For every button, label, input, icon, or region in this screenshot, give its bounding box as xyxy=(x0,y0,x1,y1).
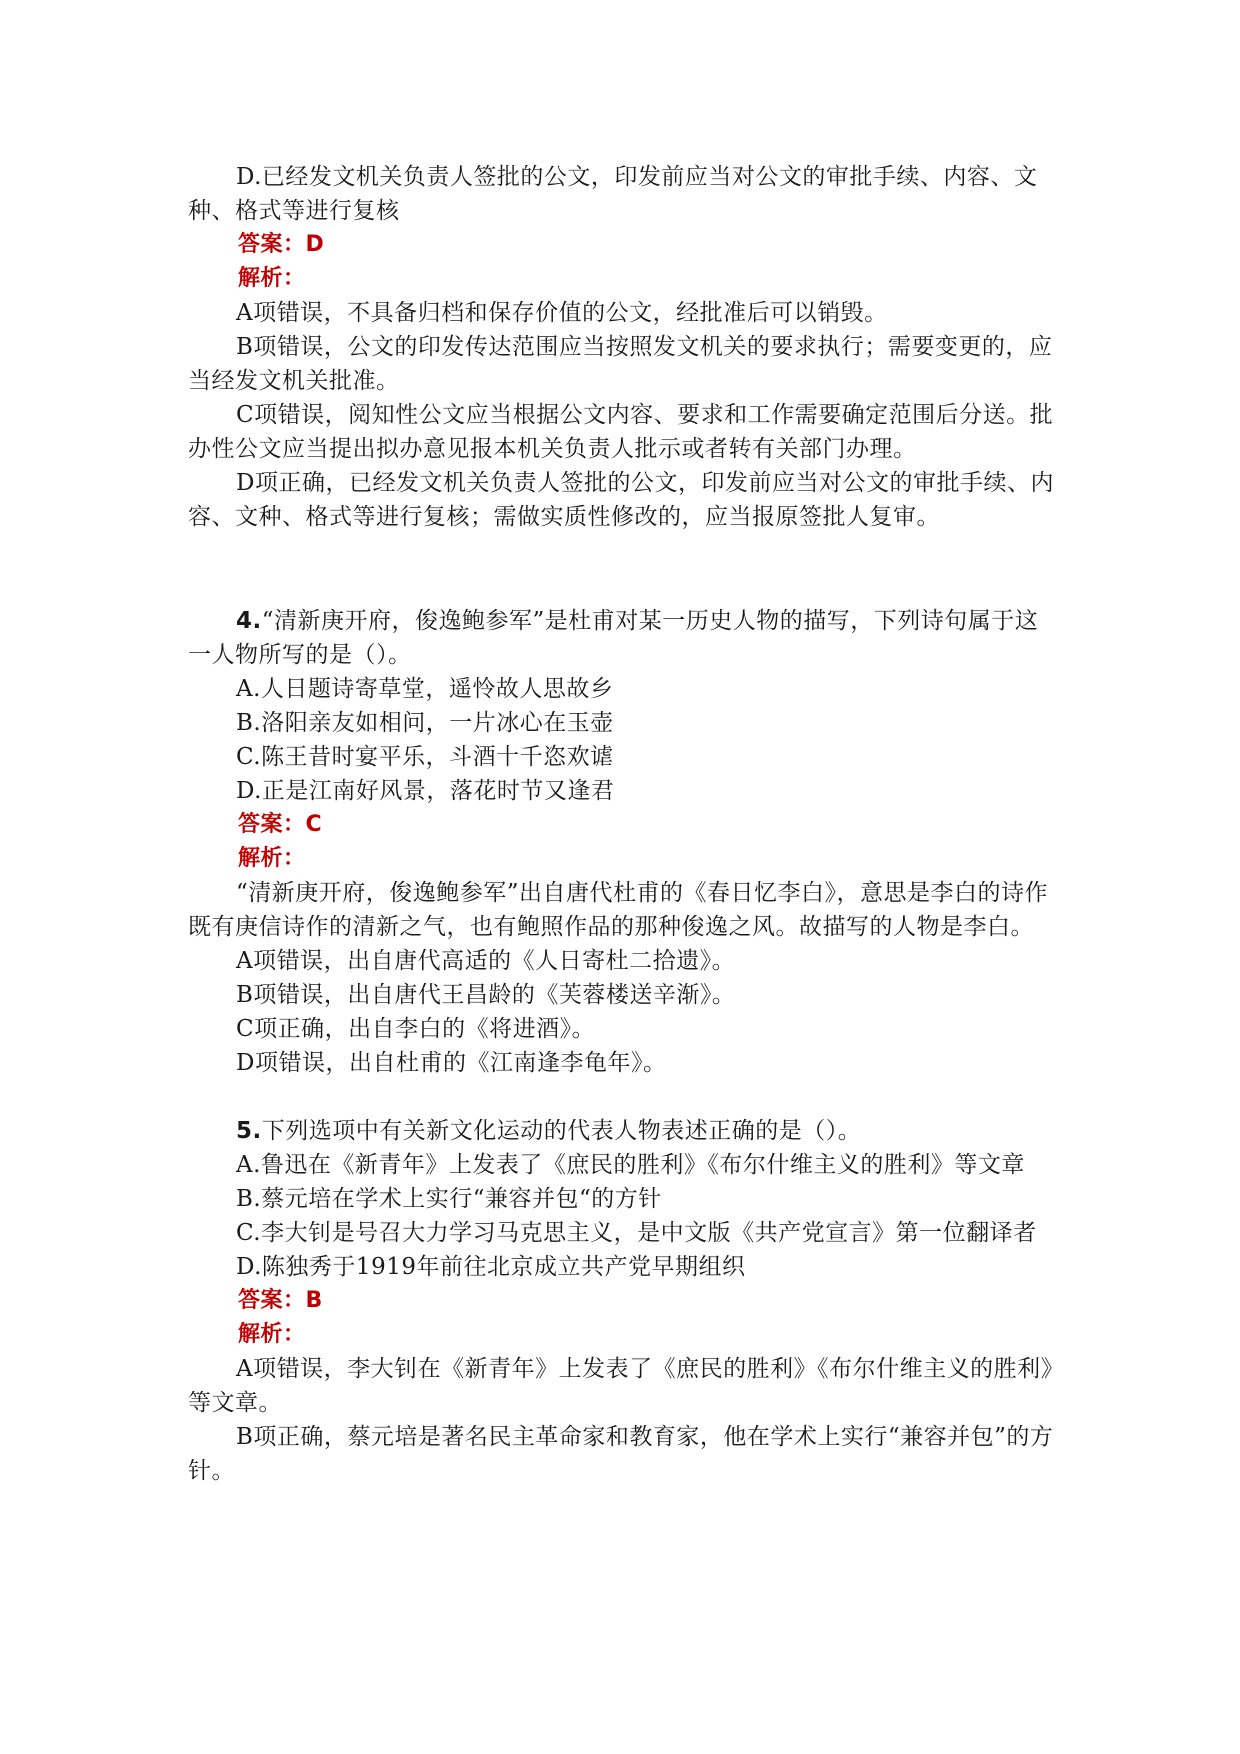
question-5 xyxy=(188,1114,1056,1488)
question-text: 下列选项中有关新文化运动的代表人物表述正确的是（）。 xyxy=(261,1118,862,1144)
answer-label: 答案：C xyxy=(238,812,323,837)
answer-label: 答案：B xyxy=(238,1288,323,1313)
analysis-line: D项正确，已经发文机关负责人签批的公文，印发前应当对公文的审批手续、内容、文种、格式等进行复核；需做实质性修改的，应当报原签批人复审。 xyxy=(188,470,1054,530)
analysis-line: A项错误，出自唐代高适的《人日寄杜二拾遗》。 xyxy=(236,948,736,974)
question-text: “清新庚开府，俊逸鲍参军”是杜甫对某一历史人物的描写，下列诗句属于这一人物所写的是（）。 xyxy=(188,608,1039,668)
option-a: A.人日题诗寄草堂，遥怜故人思故乡 xyxy=(236,676,614,702)
question-stem xyxy=(188,1114,1056,1148)
option-d: D.已经发文机关负责人签批的公文，印发前应当对公文的审批手续、内容、文种、格式等进行复核 xyxy=(188,164,1038,224)
question-number: 5. xyxy=(236,1118,262,1144)
question-stem xyxy=(188,604,1056,672)
analysis-line: A项错误，李大钊在《新青年》上发表了《庶民的胜利》《布尔什维主义的胜利》等文章。 xyxy=(188,1356,1053,1416)
option-b: B.蔡元培在学术上实行“兼容并包“的方针 xyxy=(236,1186,662,1212)
analysis-line: “清新庚开府，俊逸鲍参军”出自唐代杜甫的《春日忆李白》，意思是李白的诗作既有庚信诗作的清新之气，也有鲍照作品的那种俊逸之风。故描写的人物是李白。 xyxy=(188,880,1049,940)
analysis-line: B项正确，蔡元培是著名民主革命家和教育家，他在学术上实行“兼容并包”的方针。 xyxy=(188,1424,1054,1484)
question-number: 4. xyxy=(236,608,262,634)
analysis-label: 解析： xyxy=(238,266,306,291)
option-d: D.陈独秀于1919年前往北京成立共产党早期组织 xyxy=(236,1254,746,1280)
option-c: C.陈王昔时宴平乐，斗酒十千恣欢谑 xyxy=(236,744,614,770)
option-b: B.洛阳亲友如相问，一片冰心在玉壶 xyxy=(236,710,614,736)
analysis-line: D项错误，出自杜甫的《江南逢李龟年》。 xyxy=(236,1050,667,1076)
analysis-line: B项错误，公文的印发传达范围应当按照发文机关的要求执行；需要变更的，应当经发文机关批准。 xyxy=(188,334,1053,394)
question-4 xyxy=(188,604,1056,1080)
analysis-line: A项错误，不具备归档和保存价值的公文，经批准后可以销毁。 xyxy=(236,300,888,326)
option-c: C.李大钊是号召大力学习马克思主义，是中文版《共产党宣言》第一位翻译者 xyxy=(236,1220,1037,1246)
question-3-tail xyxy=(188,160,1056,534)
document-page xyxy=(188,160,1056,1488)
analysis-line: B项错误，出自唐代王昌龄的《芙蓉楼送辛渐》。 xyxy=(236,982,736,1008)
option-d: D.正是江南好风景，落花时节又逢君 xyxy=(236,778,615,804)
analysis-label: 解析： xyxy=(238,846,306,871)
analysis-line: C项正确，出自李白的《将进酒》。 xyxy=(236,1016,596,1042)
analysis-line: C项错误，阅知性公文应当根据公文内容、要求和工作需要确定范围后分送。批办性公文应当提出拟办意见报本机关负责人批示或者转有关部门办理。 xyxy=(188,402,1054,462)
analysis-label: 解析： xyxy=(238,1322,306,1347)
option-a: A.鲁迅在《新青年》上发表了《庶民的胜利》《布尔什维主义的胜利》等文章 xyxy=(236,1152,1025,1178)
answer-label: 答案：D xyxy=(238,232,325,257)
